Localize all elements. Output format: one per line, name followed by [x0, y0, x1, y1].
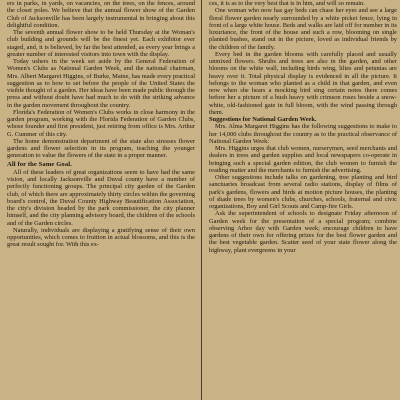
paragraph: Ask the superintendent of schools to designate Friday afternoon of Garden week for the presentation of a special program; combine observing Arbor day with Garden week; encourage children to have gardens of their own for offering prizes for the best flower garden and the best vegetable garden. Scatter seed of your state flower along the highway, plant evergreens in your: [209, 210, 397, 254]
paragraph: One woman who now has gay beds can chase her eyes and see a large floral flower garden nearly surrounded by a white picket fence, lying in front of a large white house. Beds and walks are laid off for number in its luxuriance, the front of the house and such a row, blooming on single planted bushes, stand out in the picture, loved as individual friends by the children of the family.: [209, 7, 397, 51]
paragraph: Today ushers in the week set aside by the General Federation of Women's Clubs as National Garden Week, and the national chairman, Mrs. Albert Margaret Higgins, of Burke, Maine, has made every practical suggestion as to how to set before the people of the United States the visible thought of a garden. Her ideas have been made public through the press and without doubt have had much to do with the striking advance in the garden movement throughout the country.: [7, 58, 195, 109]
paragraph: Other suggestions include talks on gardening, tree planting and bird sanctuaries broadcast from several radio stations, display of films of park's gardens, flowers and birds at motion picture houses, the planting of shade trees by women's clubs, churches, schools, fraternal and civic organizations, Boy and Girl Scouts and Camp-fire Girls.: [209, 174, 397, 210]
section-heading: All for the Same Goal.: [7, 160, 72, 168]
paragraph: All of these leaders of great organizations seem to have had the same vision, and locally Jacksonville and Duval county have a number of perfectly functioning groups. The principal city garden of the Garden club, of which there are approximately thirty circles within the governing board's control, the Duval County Highway Beautification Association, the city's division headed by the park commissioner, the city planner himself, and the city planning advisory board, the children of the schools and of the Garden circles.: [7, 168, 195, 227]
paragraph: Every bed in the garden blooms with carefully placed and usually unmixed flowers. Shrubs and trees are also in the garden, and other blooms on the white wall, including birds wing, lilies and petunias are heavy over it. Total physical display is evidenced in all the picture. It belongs to the woman who planted as a child in that garden, and even now when she hears a mocking bird sing certain notes there comes before her a picture of a bush heavy with crimson roses beside a snow-white, old-fashioned gate in full bloom, with the wind passing through them.: [209, 50, 397, 116]
right-column: [209, 0, 397, 400]
paragraph: Mrs. Higgins urges that club women, nurserymen, seed merchants and dealers in trees and garden supplies and local newspapers co-operate in bringing such a special garden edition, the club women to furnish the reading matter and the merchants to furnish the advertising.: [209, 145, 397, 174]
paragraph: Mrs. Alma Margaret Higgins has the following suggestions to make to her 14,000 clubs throughout the country as to the practical observance of National Garden Week:: [209, 123, 397, 145]
paragraph: ces, it is as to the very best that is in him, and will so remain.: [209, 0, 365, 7]
paragraph: The home demonstration department of the state also stresses flower gardens and flower selection in its program, teaching the younger generation to value the flowers of the state in a proper manner.: [7, 137, 195, 160]
subheading: Suggestions for National Garden Week.: [209, 116, 317, 123]
paragraph: The seventh annual flower show to be held Thursday at the Woman's club building and grounds will be the finest yet. Each exhibitor ever staged, and, it is believed, by far the best attended, as every year brings a greater number of interested visitors into town with the display.: [7, 29, 195, 58]
left-column: [7, 0, 195, 400]
paragraph: Florida's Federation of Women's Clubs works in close harmony in the garden program, working with the Florida Federation of Garden Clubs, whose founder and first president, just retiring from office is Mrs. Arthur G. Cummer of this city.: [7, 108, 195, 138]
paragraph: Naturally, individuals are displaying a gratifying sense of their own opportunities, which comes to fruition in actual blossoms, and this is the great result sought for. With this ex-: [7, 226, 195, 249]
paragraph: ers in parks, in yards, on vacancies, on the trees, on the fences, around the closet poles. We believe that the annual flower show of the Garden Club of Jacksonville has been largely instrumental in bringing about this delightful condition.: [7, 0, 195, 29]
column-rule: [201, 0, 202, 400]
